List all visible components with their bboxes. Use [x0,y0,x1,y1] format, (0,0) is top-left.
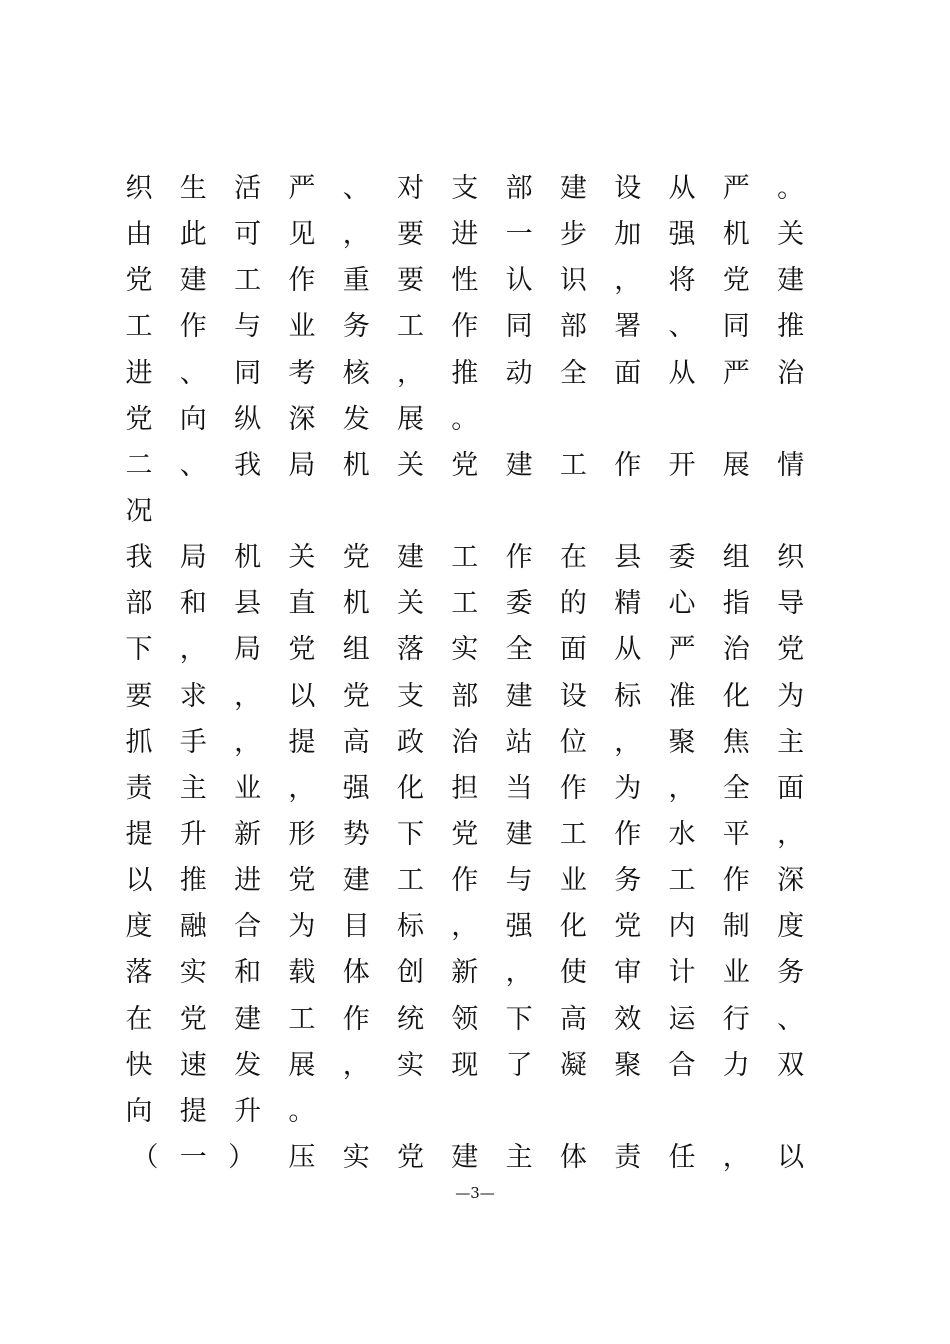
text-glyph: 建 [451,1141,479,1173]
text-glyph: 全 [722,772,750,804]
text-glyph: 党 [614,911,642,943]
text-glyph: 在 [125,1003,153,1035]
text-glyph: 强 [505,911,533,943]
text-glyph: 现 [451,1049,479,1081]
text-glyph: 工 [451,542,479,574]
text-glyph: 作 [342,1003,370,1035]
text-glyph: 凝 [559,1049,587,1081]
text-glyph: 务 [777,957,805,989]
text-glyph: 党 [342,680,370,712]
text-glyph: 速 [179,1049,207,1081]
text-glyph: 进 [451,219,479,251]
text-glyph: 升 [234,1095,262,1127]
text-glyph: 为 [614,772,642,804]
text-glyph: 站 [505,726,533,758]
text-line [124,489,814,535]
text-glyph: 责 [125,772,153,804]
text-glyph: 平 [722,818,750,850]
text-glyph: 作 [614,818,642,850]
text-glyph: 从 [668,357,696,389]
text-glyph: 建 [505,680,533,712]
text-glyph: 、 [342,173,370,204]
text-glyph: 、 [668,311,696,343]
text-glyph: 党 [342,542,370,574]
text-glyph: 焦 [722,726,750,758]
text-glyph: 党 [451,449,479,481]
text-glyph: 工 [559,449,587,481]
text-line [124,627,814,673]
text-glyph: 主 [505,1141,533,1173]
text-line [124,212,814,258]
text-glyph: 治 [777,357,805,389]
text-glyph: 发 [234,1049,262,1081]
document-body [124,166,814,1181]
text-glyph: 进 [234,865,262,897]
text-line [124,581,814,627]
text-glyph: 关 [397,588,424,620]
text-glyph: 推 [777,311,805,343]
text-glyph: 标 [397,911,424,943]
text-line [124,674,814,720]
text-line [124,858,814,904]
text-glyph: 、 [179,449,207,481]
text-glyph: 提 [179,1095,207,1127]
text-glyph: 支 [397,680,424,712]
text-glyph: ， [777,818,805,850]
text-glyph: 关 [397,449,424,481]
text-glyph: 体 [342,957,370,989]
text-glyph: 面 [559,634,587,666]
text-glyph: 作 [722,865,750,897]
text-glyph: 使 [559,957,587,989]
text-glyph: 目 [342,911,370,943]
text-glyph: 纵 [234,403,262,435]
text-glyph: 向 [179,403,207,435]
text-glyph: 主 [179,772,207,804]
text-line [124,1089,814,1135]
text-glyph: 工 [397,311,424,343]
text-glyph: 实 [179,957,207,989]
text-glyph: 提 [288,726,316,758]
text-glyph: 要 [125,680,153,712]
text-glyph: ， [288,772,316,804]
text-glyph: 体 [559,1141,587,1173]
text-glyph: 我 [234,449,262,481]
text-line [124,1043,814,1089]
text-glyph: 同 [722,311,750,343]
text-glyph: 情 [777,449,805,481]
text-glyph: 关 [777,219,805,251]
text-glyph: 了 [505,1049,533,1081]
text-glyph: 况 [125,495,153,527]
text-glyph: 作 [451,311,479,343]
text-glyph: ， [614,726,642,758]
text-glyph: ， [397,357,424,389]
text-glyph: 和 [179,588,207,620]
text-glyph: 同 [234,357,262,389]
text-line [124,812,814,858]
text-glyph: 面 [777,772,805,804]
text-line [124,351,814,397]
text-glyph: 化 [397,772,424,804]
text-glyph: 见 [288,219,316,251]
text-line [124,950,814,996]
text-glyph: 认 [505,265,533,297]
text-glyph: 作 [288,265,316,297]
text-glyph: 工 [125,311,153,343]
text-glyph: 。 [288,1095,316,1127]
text-glyph: 党 [179,1003,207,1035]
text-glyph: 作 [559,772,587,804]
text-glyph: 工 [288,1003,316,1035]
text-glyph: ， [234,726,262,758]
text-glyph: 抓 [125,726,153,758]
text-glyph: 党 [451,818,479,850]
text-glyph: 审 [614,957,642,989]
text-glyph: 提 [125,818,153,850]
text-glyph: 与 [505,865,533,897]
text-glyph: 组 [342,634,370,666]
text-glyph: 党 [125,265,153,297]
text-glyph: 以 [288,680,316,712]
text-glyph: 制 [722,911,750,943]
text-glyph: 建 [559,173,587,204]
text-glyph: 高 [342,726,370,758]
text-glyph: 委 [668,542,696,574]
text-glyph: 以 [777,1141,805,1173]
text-glyph: 的 [559,588,587,620]
text-glyph: 度 [125,911,153,943]
text-glyph: 担 [451,772,479,804]
text-glyph: 深 [288,403,316,435]
text-glyph: 业 [722,957,750,989]
text-glyph: 势 [342,818,370,850]
text-glyph: ， [505,957,533,989]
text-glyph: 重 [342,265,370,297]
text-glyph: 设 [559,680,587,712]
text-glyph: 载 [288,957,316,989]
text-glyph: 向 [125,1095,153,1127]
text-glyph: 化 [722,680,750,712]
text-glyph: 求 [179,680,207,712]
text-line [124,397,814,443]
text-glyph: 心 [668,588,696,620]
text-glyph: 县 [234,588,262,620]
text-glyph: 双 [777,1049,805,1081]
text-glyph: 落 [125,957,153,989]
text-glyph: 化 [559,911,587,943]
text-glyph: 县 [614,542,642,574]
text-glyph: 下 [505,1003,533,1035]
text-glyph: ， [234,680,262,712]
text-line [124,258,814,304]
text-glyph: 治 [722,634,750,666]
text-glyph: 全 [559,357,587,389]
text-glyph: 当 [505,772,533,804]
text-glyph: 新 [451,957,479,989]
text-glyph: 活 [234,173,262,204]
text-glyph: 手 [179,726,207,758]
text-glyph: 计 [668,957,696,989]
text-glyph: 建 [179,265,207,297]
text-line [124,1135,814,1181]
text-glyph: 此 [179,219,207,251]
text-line [124,720,814,766]
text-glyph: 实 [397,1049,424,1081]
text-glyph: 进 [125,357,153,389]
text-glyph: 。 [451,403,479,435]
text-glyph: 建 [397,542,424,574]
text-glyph: 机 [342,588,370,620]
text-glyph: ， [614,265,642,297]
text-glyph: 高 [559,1003,587,1035]
text-glyph: 工 [234,265,262,297]
text-glyph: 内 [668,911,696,943]
text-glyph: 党 [397,1141,424,1173]
text-glyph: ， [722,1141,750,1173]
text-glyph: 融 [179,911,207,943]
text-glyph: 委 [505,588,533,620]
text-glyph: 部 [451,680,479,712]
text-glyph: 局 [179,542,207,574]
text-glyph: 务 [614,865,642,897]
text-glyph: 实 [451,634,479,666]
text-glyph: 严 [668,634,696,666]
text-glyph: 推 [179,865,207,897]
text-glyph: 准 [668,680,696,712]
text-glyph: 建 [505,818,533,850]
text-line [124,766,814,812]
text-glyph: 加 [614,219,642,251]
text-glyph: 在 [559,542,587,574]
text-glyph: 新 [234,818,262,850]
text-glyph: 一 [505,219,533,251]
text-glyph: 一 [179,1141,207,1173]
text-glyph: 建 [777,265,805,297]
text-glyph: 生 [179,173,207,204]
text-glyph: 指 [722,588,750,620]
text-glyph: 部 [125,588,153,620]
text-glyph: 局 [288,449,316,481]
text-glyph: 主 [777,726,805,758]
text-glyph: 展 [288,1049,316,1081]
text-glyph: 作 [179,311,207,343]
text-glyph: 业 [234,772,262,804]
text-glyph: 位 [559,726,587,758]
text-glyph: 核 [342,357,370,389]
text-glyph: 行 [722,1003,750,1035]
text-glyph: 严 [722,357,750,389]
text-glyph: 关 [288,542,316,574]
text-glyph: ， [668,772,696,804]
text-glyph: 作 [505,542,533,574]
text-glyph: 严 [722,173,750,204]
text-glyph: 展 [397,403,424,435]
text-glyph: 聚 [614,1049,642,1081]
text-glyph: ， [342,1049,370,1081]
text-line [124,997,814,1043]
text-glyph: 政 [397,726,424,758]
text-glyph: 形 [288,818,316,850]
text-glyph: 快 [125,1049,153,1081]
text-glyph: 升 [179,818,207,850]
text-glyph: 建 [342,865,370,897]
text-glyph: 业 [288,311,316,343]
text-glyph: 可 [234,219,262,251]
text-glyph: 党 [777,634,805,666]
text-line [124,443,814,489]
text-glyph: 与 [234,311,262,343]
text-glyph: 发 [342,403,370,435]
text-glyph: 为 [288,911,316,943]
text-glyph: 动 [505,357,533,389]
text-glyph: 织 [125,173,153,204]
text-glyph: 展 [722,449,750,481]
text-glyph: 设 [614,173,642,204]
text-glyph: 建 [234,1003,262,1035]
text-glyph: 步 [559,219,587,251]
text-glyph: 深 [777,865,805,897]
text-glyph: 、 [777,1003,805,1035]
text-glyph: 业 [559,865,587,897]
text-glyph: 组 [722,542,750,574]
text-glyph: 建 [505,449,533,481]
text-glyph: 同 [505,311,533,343]
text-glyph: 精 [614,588,642,620]
text-glyph: 开 [668,449,696,481]
text-glyph: 为 [777,680,805,712]
text-glyph: 织 [777,542,805,574]
text-glyph: 党 [288,634,316,666]
text-glyph: 运 [668,1003,696,1035]
text-glyph: 作 [451,865,479,897]
text-glyph: 党 [722,265,750,297]
text-glyph: 从 [668,173,696,204]
text-glyph: ， [342,219,370,251]
text-glyph: 任 [668,1141,696,1173]
text-glyph: 党 [288,865,316,897]
text-line [124,304,814,350]
text-glyph: 统 [397,1003,424,1035]
text-glyph: 压 [288,1141,316,1173]
text-glyph: 工 [668,865,696,897]
text-glyph: 领 [451,1003,479,1035]
text-glyph: 和 [234,957,262,989]
text-glyph: 严 [288,173,316,204]
text-glyph: 力 [722,1049,750,1081]
page-number: —3— [455,1184,495,1202]
text-glyph: 我 [125,542,153,574]
text-glyph: 度 [777,911,805,943]
text-glyph: 效 [614,1003,642,1035]
text-glyph: 落 [397,634,424,666]
text-glyph: 推 [451,357,479,389]
text-glyph: 党 [125,403,153,435]
text-glyph: 要 [397,219,424,251]
text-glyph: 性 [451,265,479,297]
text-glyph: 创 [397,957,424,989]
text-glyph: 将 [668,265,696,297]
text-glyph: ， [179,634,207,666]
text-glyph: 治 [451,726,479,758]
text-glyph: 面 [614,357,642,389]
text-glyph: 合 [234,911,262,943]
text-glyph: 合 [668,1049,696,1081]
text-glyph: 下 [125,634,153,666]
text-glyph: 导 [777,588,805,620]
text-glyph: 。 [777,173,805,204]
text-glyph: 聚 [668,726,696,758]
text-glyph: 责 [614,1141,642,1173]
text-glyph: 水 [668,818,696,850]
text-glyph: 局 [234,634,262,666]
text-glyph: （ [131,1141,159,1173]
text-glyph: 机 [722,219,750,251]
text-glyph: 从 [614,634,642,666]
text-glyph: 下 [397,818,424,850]
text-glyph: ） [228,1141,256,1173]
text-glyph: 作 [614,449,642,481]
text-glyph: 强 [668,219,696,251]
text-glyph: 对 [397,173,424,204]
text-glyph: 由 [125,219,153,251]
text-glyph: 支 [451,173,479,204]
text-line [124,904,814,950]
text-glyph: 务 [342,311,370,343]
text-glyph: 工 [397,865,424,897]
text-glyph: 以 [125,865,153,897]
text-glyph: 机 [234,542,262,574]
text-glyph: 直 [288,588,316,620]
text-glyph: 考 [288,357,316,389]
text-glyph: 署 [614,311,642,343]
text-glyph: 二 [125,449,153,481]
text-glyph: 、 [179,357,207,389]
text-line [124,535,814,581]
text-glyph: 全 [505,634,533,666]
text-glyph: 部 [505,173,533,204]
text-glyph: 识 [559,265,587,297]
text-glyph: ， [451,911,479,943]
text-glyph: 实 [342,1141,370,1173]
text-line [124,166,814,212]
text-glyph: 要 [397,265,424,297]
text-glyph: 工 [451,588,479,620]
text-glyph: 部 [559,311,587,343]
text-glyph: 工 [559,818,587,850]
text-glyph: 强 [342,772,370,804]
text-glyph: 标 [614,680,642,712]
text-glyph: 机 [342,449,370,481]
